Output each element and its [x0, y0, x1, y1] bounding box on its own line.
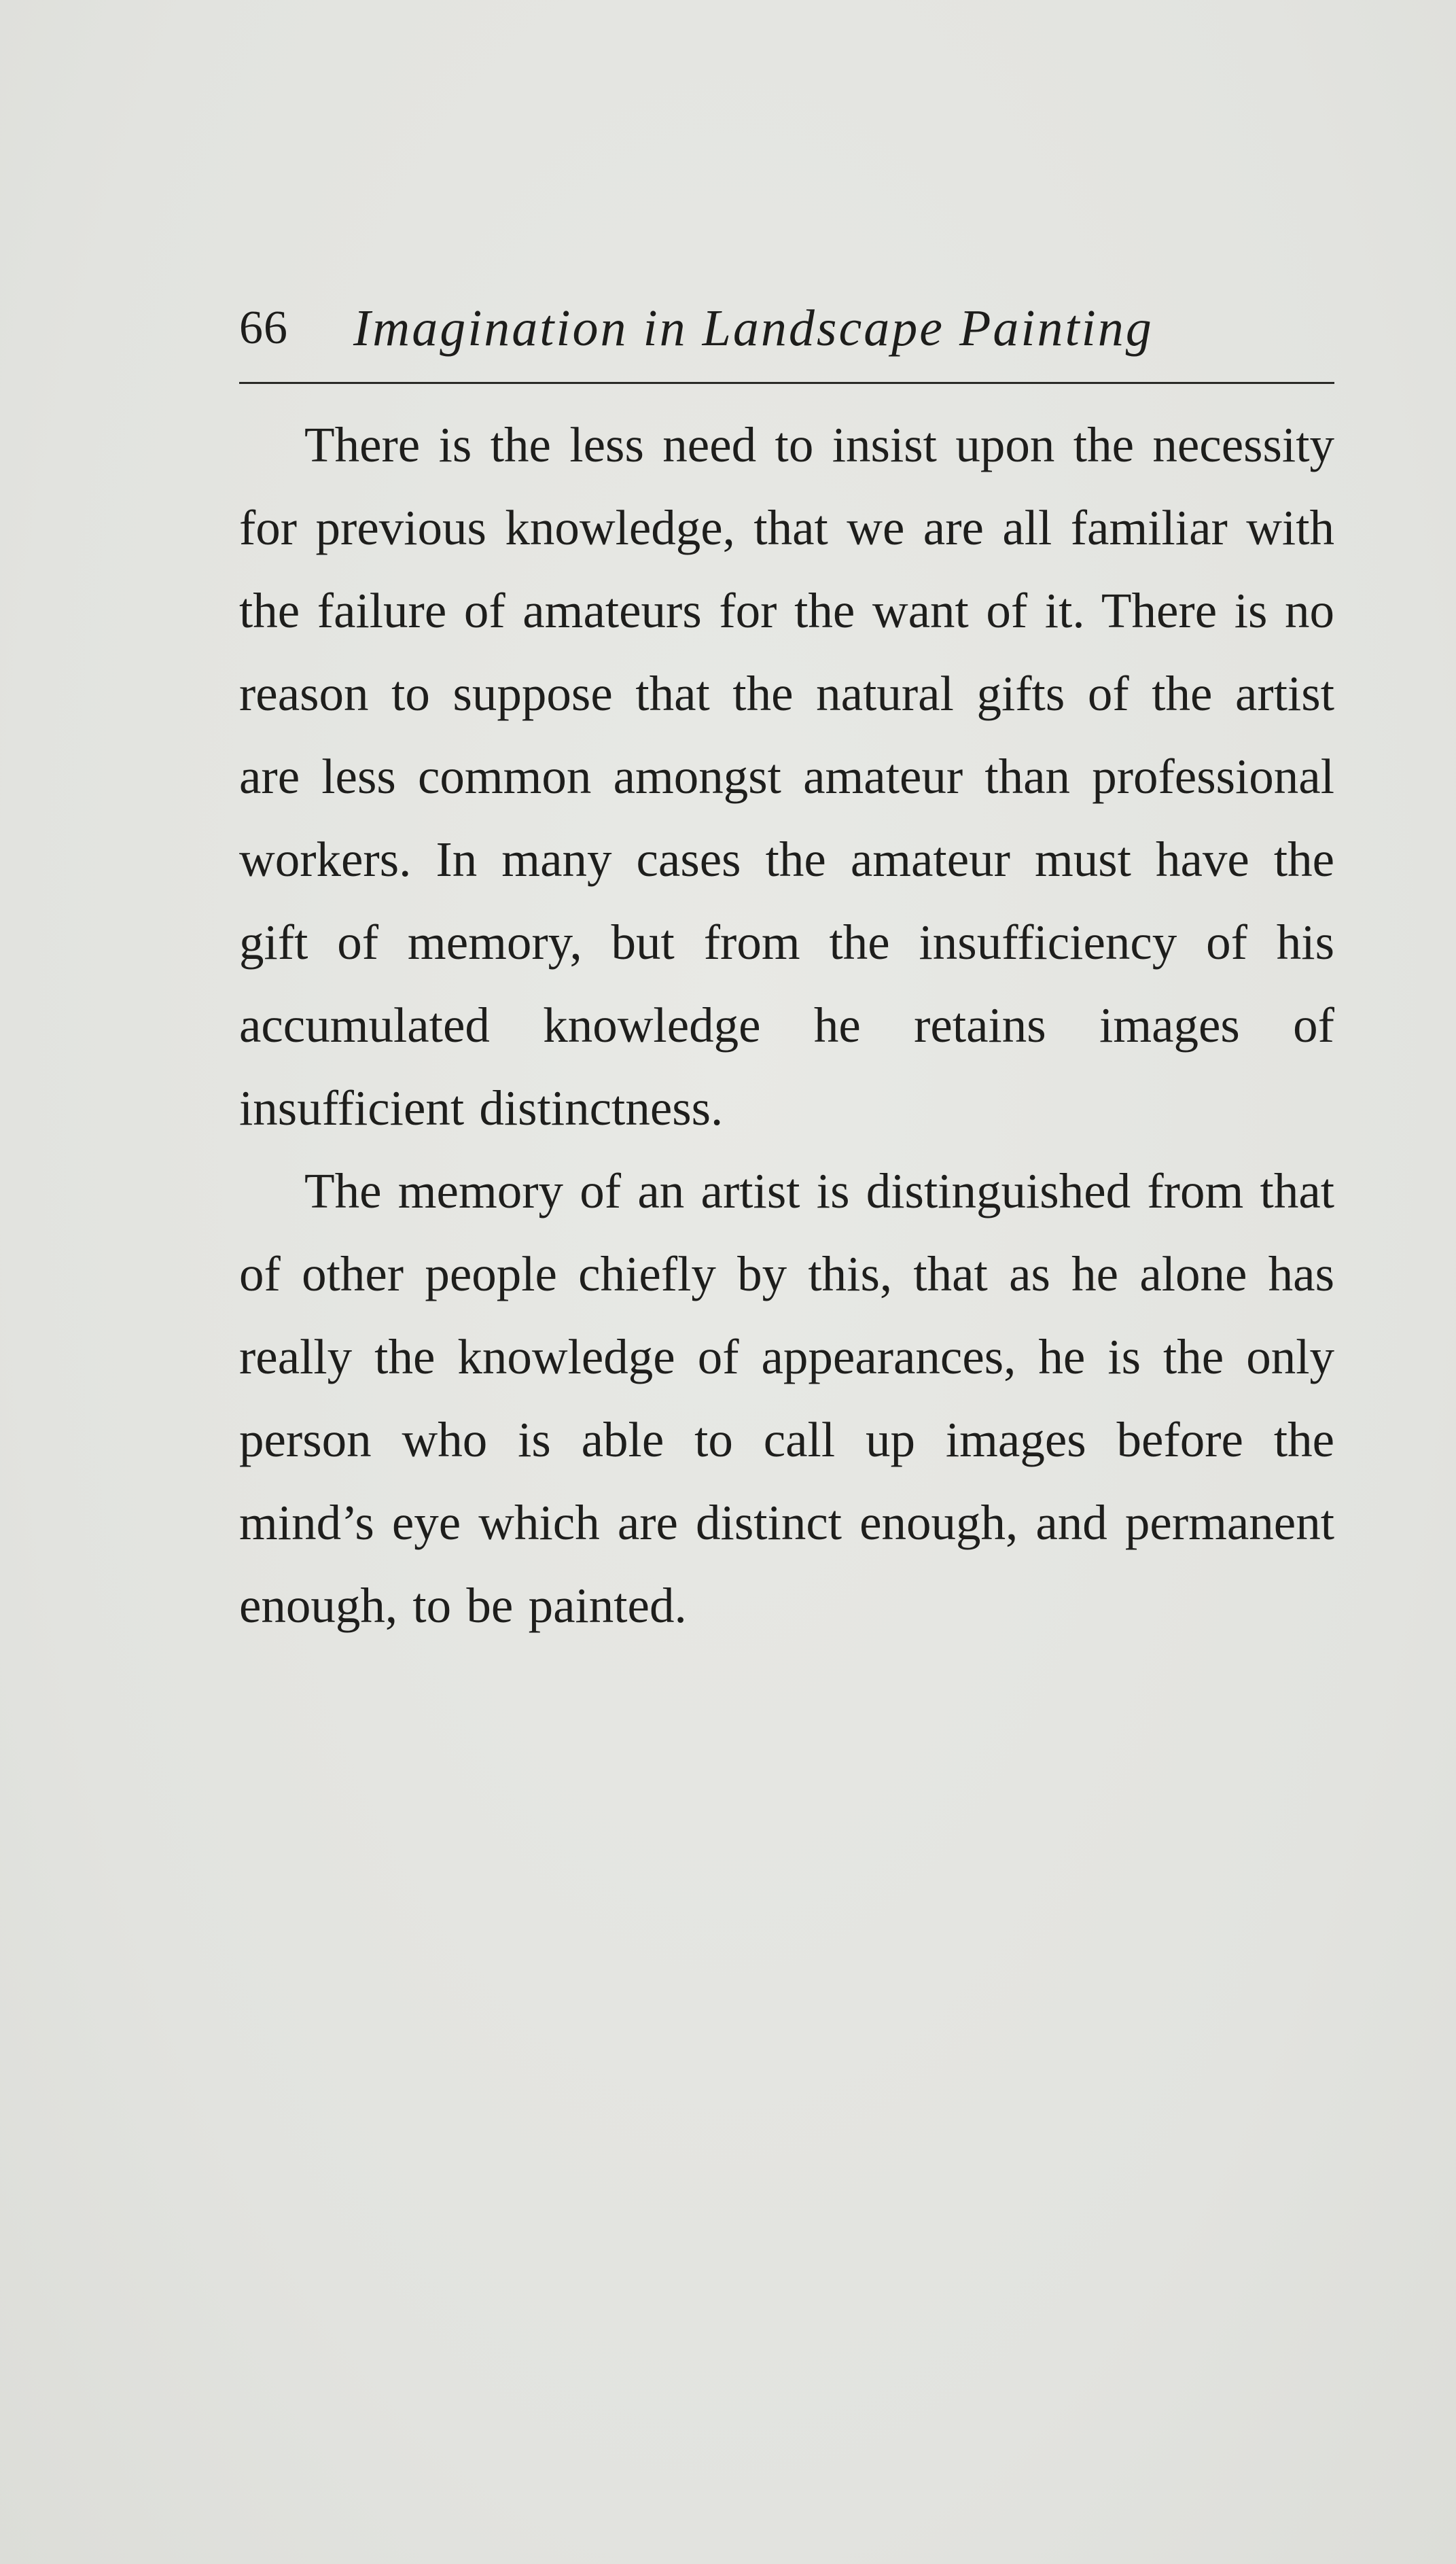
- running-title: Imagination in Landscape Painting: [353, 300, 1154, 357]
- paragraph-2: The memory of an artist is distinguished from that of other people chiefly by this, that as he alone has really the knowledge of appearances, he is the only person who is able to call up images before the mind’s eye which are distinct enough, and permanent enough, to be painted.: [239, 1163, 1334, 1633]
- paragraph-1: There is the less need to insist upon the necessity for previous knowledge, that we are all familiar with the failure of amateurs for the want of it. There is no reason to suppose that the natural gifts of the artist are less common amongst amateur than professional workers. In many cases the amateur must have the gift of memory, but from the insufficiency of his accumulated knowledge he retains images of insufficient distinctness.: [239, 417, 1334, 1136]
- page-number: 66: [239, 302, 288, 354]
- header-rule: [239, 382, 1334, 384]
- body-text: [239, 404, 1334, 1647]
- page-header: [239, 298, 1334, 359]
